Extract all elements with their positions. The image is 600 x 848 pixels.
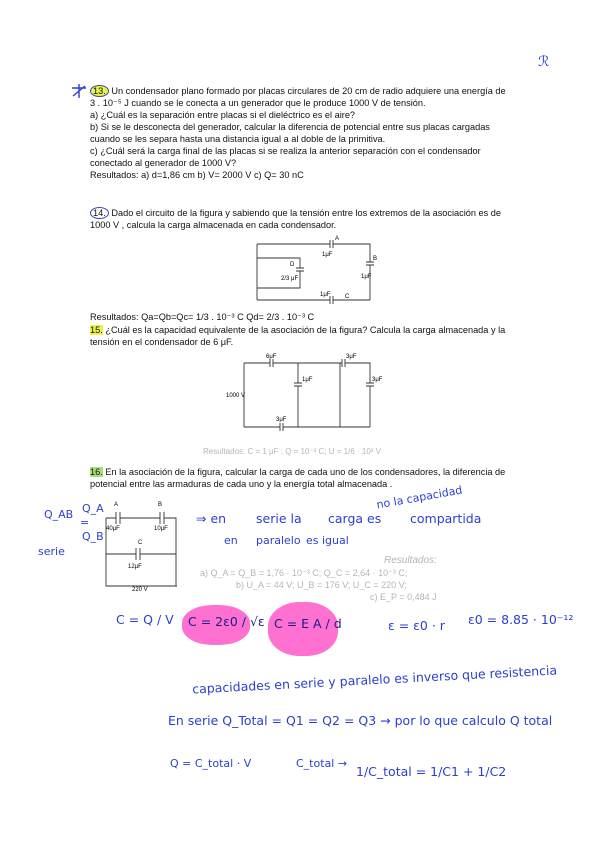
label-3uf-bottom: 3μF — [276, 417, 287, 423]
problem-14-results: Resultados: Qa=Qb=Qc= 1/3 . 10⁻³ C Qd= 2/3 . 10⁻³ C — [90, 312, 315, 322]
circuit-15 — [226, 354, 390, 437]
label-b: B — [158, 502, 163, 508]
hw-serie-line: En serie Q_Total = Q1 = Q2 = Q3 → por lo que calculo Q total — [168, 713, 553, 728]
label-b: B — [373, 256, 378, 262]
label-d: D — [290, 262, 295, 268]
circuit-14 — [245, 232, 385, 312]
label-b-value: 1μF — [361, 274, 372, 280]
problem-15-line-1: 15. ¿Cuál es la capacidad equivalente de la asociación de la figura? Calcula la carga almacenada y la — [90, 325, 506, 335]
hw-formula-4: ε = ε0 · r — [388, 618, 445, 633]
hw-capacidades-line: capacidades en serie y paralelo es inverso que resistencia — [191, 662, 558, 697]
hw-es-igual: es igual — [306, 534, 349, 547]
problem-13-number: 13. — [90, 85, 109, 97]
hw-paralelo: paralelo — [256, 534, 301, 547]
hw-compartida: compartida — [410, 511, 482, 526]
problem-13-line-4: b) Si se le desconecta del generador, calcular la diferencia de potencial entre sus placas cargadas — [90, 122, 490, 132]
hw-formula-2: C = 2ε0 / √ε — [188, 614, 265, 629]
hw-no-cap: no la capacidad — [375, 483, 464, 512]
label-a: A — [335, 236, 340, 242]
star-mark — [70, 84, 90, 100]
hw-c-total: C_total → — [296, 757, 348, 770]
label-6uf: 6μF — [266, 354, 277, 360]
problem-15-number: 15. — [90, 325, 103, 335]
problem-14-number: 14. — [90, 207, 109, 219]
label-c-value: 1μF — [320, 292, 331, 298]
problem-16-line-1: 16. En la asociación de la figura, calcular la carga de cada uno de los condensadores, la diferencia de — [90, 467, 506, 477]
label-a-value: 1μF — [322, 252, 333, 258]
problem-13-line-1: 13. Un condensador plano formado por placas circulares de 20 cm de radio adquiere una energía de — [90, 85, 506, 98]
problem-15-results: Resultados: C = 1 μF ; Q = 10⁻³ C; U = 1/6 · 10³ V — [203, 447, 382, 456]
label-c: C — [345, 294, 350, 300]
label-40uf: 40μF — [106, 526, 120, 532]
problem-13-line-3: a) ¿Cuál es la separación entre placas si el dieléctrico es el aire? — [90, 110, 356, 120]
hw-qab: Q_AB — [44, 508, 74, 521]
problem-15-line-2: tensión en el condensador de 6 μF. — [90, 337, 234, 347]
hw-eq: = — [80, 516, 90, 529]
label-c: C — [138, 540, 143, 546]
problem-13-line-6: c) ¿Cuál será la carga final de las placas si se realiza la anterior separación con el condensador — [90, 146, 481, 156]
label-1uf: 1μF — [302, 377, 313, 383]
problem-13-line-2: 3 . 10⁻⁵ J cuando se le conecta a un generador que le produce 1000 V de tensión. — [90, 98, 426, 108]
problem-16-line-2: potencial entre las armaduras de cada uno y la energía total almacenada . — [90, 479, 393, 489]
hw-q-line: Q = C_total · V — [170, 757, 252, 770]
hw-qa: Q_A — [82, 502, 104, 515]
label-10uf: 10μF — [154, 526, 168, 532]
hw-en-2: en — [224, 534, 238, 547]
problem-13-line-5: cuando se les separa hasta una distancia igual a al doble de la primitiva. — [90, 134, 386, 144]
label-220v: 220 V — [132, 587, 148, 593]
label-3uf-right: 3μF — [372, 377, 383, 383]
problem-13-results: Resultados: a) d=1,86 cm b) V= 2000 V c) Q= 30 nC — [90, 170, 304, 180]
label-12uf: 12μF — [128, 564, 142, 570]
hw-serie: serie — [38, 545, 65, 558]
label-a: A — [114, 502, 119, 508]
hw-arrow-en: ⇒ en — [196, 511, 227, 526]
problem-16-results-b: b) U_A = 44 V; U_B = 176 V; U_C = 220 V; — [236, 580, 407, 590]
corner-mark: ℛ — [538, 54, 550, 70]
hw-formula-5: ε0 = 8.85 · 10⁻¹² — [468, 612, 574, 627]
hw-formula-3: C = E A / d — [274, 616, 342, 631]
hw-qb: Q_B — [82, 530, 104, 543]
problem-16-number: 16. — [90, 467, 103, 477]
problem-16-results-title: Resultados: — [384, 555, 437, 566]
hw-carga-es: carga es — [328, 511, 382, 526]
problem-13-line-7: conectado al generador de 1000 V? — [90, 158, 237, 168]
hw-formula-1: C = Q / V — [116, 612, 174, 627]
label-1000v: 1000 V — [226, 393, 246, 399]
label-d-value: 2/3 μF — [281, 276, 299, 282]
hw-serie-la: serie la — [256, 511, 302, 526]
problem-14-line-1: 14. Dado el circuito de la figura y sabiendo que la tensión entre los extremos de la asociación es de — [90, 207, 501, 220]
problem-16-results-c: c) E_P = 0,484 J — [370, 592, 437, 602]
label-3uf-top: 3μF — [346, 354, 357, 360]
problem-14-line-2: 1000 V , calcula la carga almacenada en cada condensador. — [90, 220, 337, 230]
hw-fraction-line: 1/C_total = 1/C1 + 1/C2 — [356, 764, 507, 779]
problem-16-results-a: a) Q_A = Q_B = 1,76 · 10⁻³ C; Q_C = 2,64 · 10⁻³ C; — [200, 568, 408, 578]
